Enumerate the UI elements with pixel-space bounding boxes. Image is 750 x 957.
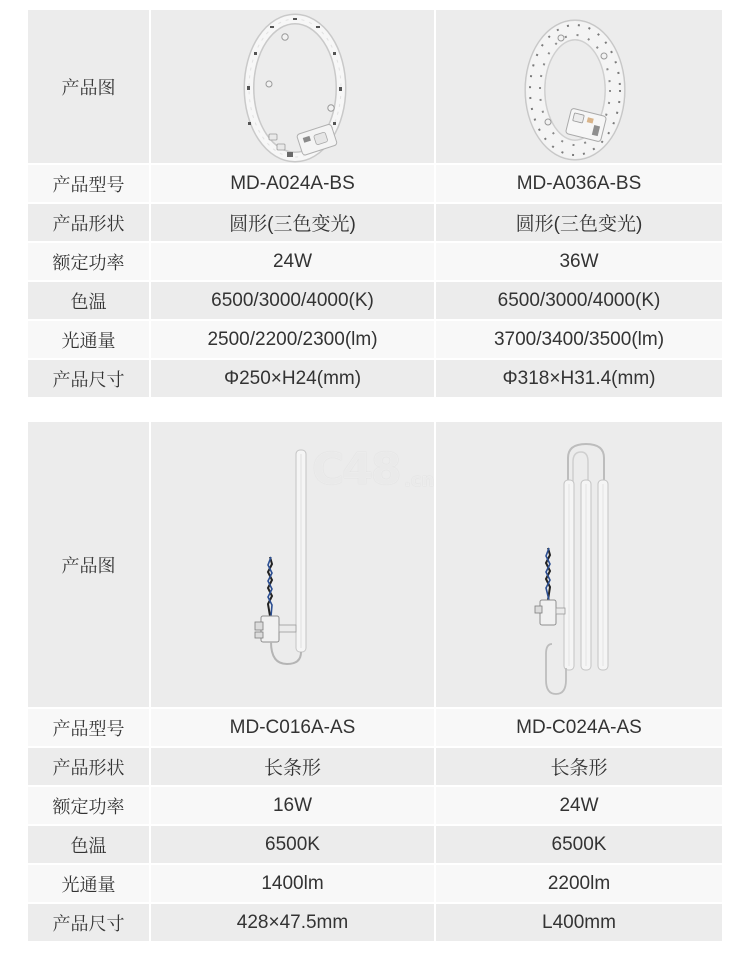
row-luminous-flux-label: 光通量: [28, 865, 149, 902]
row-color-temp-label: 色温: [28, 826, 149, 863]
row-model-value-2: MD-A036A-BS: [436, 165, 722, 202]
row-model-label: 产品型号: [28, 165, 149, 202]
row-shape-value-2: 圆形(三色变光): [436, 204, 722, 241]
row-model-label: 产品型号: [28, 709, 149, 746]
row-power-value-1: 24W: [151, 243, 434, 280]
row-power-label: 额定功率: [28, 243, 149, 280]
watermark-logo: C48: [312, 444, 400, 495]
ring-led-module-icon: [151, 10, 434, 163]
row-size-label: 产品尺寸: [28, 904, 149, 941]
single-linear-led-tube-icon: [151, 422, 434, 707]
image-row-label: 产品图: [28, 10, 149, 163]
image-row-label: 产品图: [28, 422, 149, 707]
row-model-value-2: MD-C024A-AS: [436, 709, 722, 746]
row-color-temp-value-1: 6500K: [151, 826, 434, 863]
row-size-value-1: 428×47.5mm: [151, 904, 434, 941]
row-size-value-2: Φ318×H31.4(mm): [436, 360, 722, 397]
product-image-linear-24w: [436, 422, 722, 707]
row-power-value-2: 24W: [436, 787, 722, 824]
ring-led-module-wide-band-icon: [436, 10, 722, 163]
row-luminous-flux-value-1: 1400lm: [151, 865, 434, 902]
row-size-label: 产品尺寸: [28, 360, 149, 397]
row-color-temp-value-2: 6500/3000/4000(K): [436, 282, 722, 319]
spec-table-linear: [28, 422, 722, 941]
row-shape-label: 产品形状: [28, 204, 149, 241]
row-luminous-flux-value-1: 2500/2200/2300(lm): [151, 321, 434, 358]
row-shape-value-2: 长条形: [436, 748, 722, 785]
row-power-value-1: 16W: [151, 787, 434, 824]
row-model-value-1: MD-A024A-BS: [151, 165, 434, 202]
row-shape-label: 产品形状: [28, 748, 149, 785]
row-size-value-1: Φ250×H24(mm): [151, 360, 434, 397]
row-model-value-1: MD-C016A-AS: [151, 709, 434, 746]
product-image-ring-36w: [436, 10, 722, 163]
row-luminous-flux-value-2: 2200lm: [436, 865, 722, 902]
row-luminous-flux-value-2: 3700/3400/3500(lm): [436, 321, 722, 358]
row-power-value-2: 36W: [436, 243, 722, 280]
row-shape-value-1: 圆形(三色变光): [151, 204, 434, 241]
product-image-linear-16w: [151, 422, 434, 707]
row-power-label: 额定功率: [28, 787, 149, 824]
row-color-temp-value-1: 6500/3000/4000(K): [151, 282, 434, 319]
row-luminous-flux-label: 光通量: [28, 321, 149, 358]
row-color-temp-value-2: 6500K: [436, 826, 722, 863]
row-color-temp-label: 色温: [28, 282, 149, 319]
triple-linear-led-tube-icon: [436, 422, 722, 707]
watermark-suffix: .cn: [404, 470, 435, 491]
product-image-ring-24w: [151, 10, 434, 163]
row-shape-value-1: 长条形: [151, 748, 434, 785]
row-size-value-2: L400mm: [436, 904, 722, 941]
spec-table-ring: [28, 10, 722, 397]
